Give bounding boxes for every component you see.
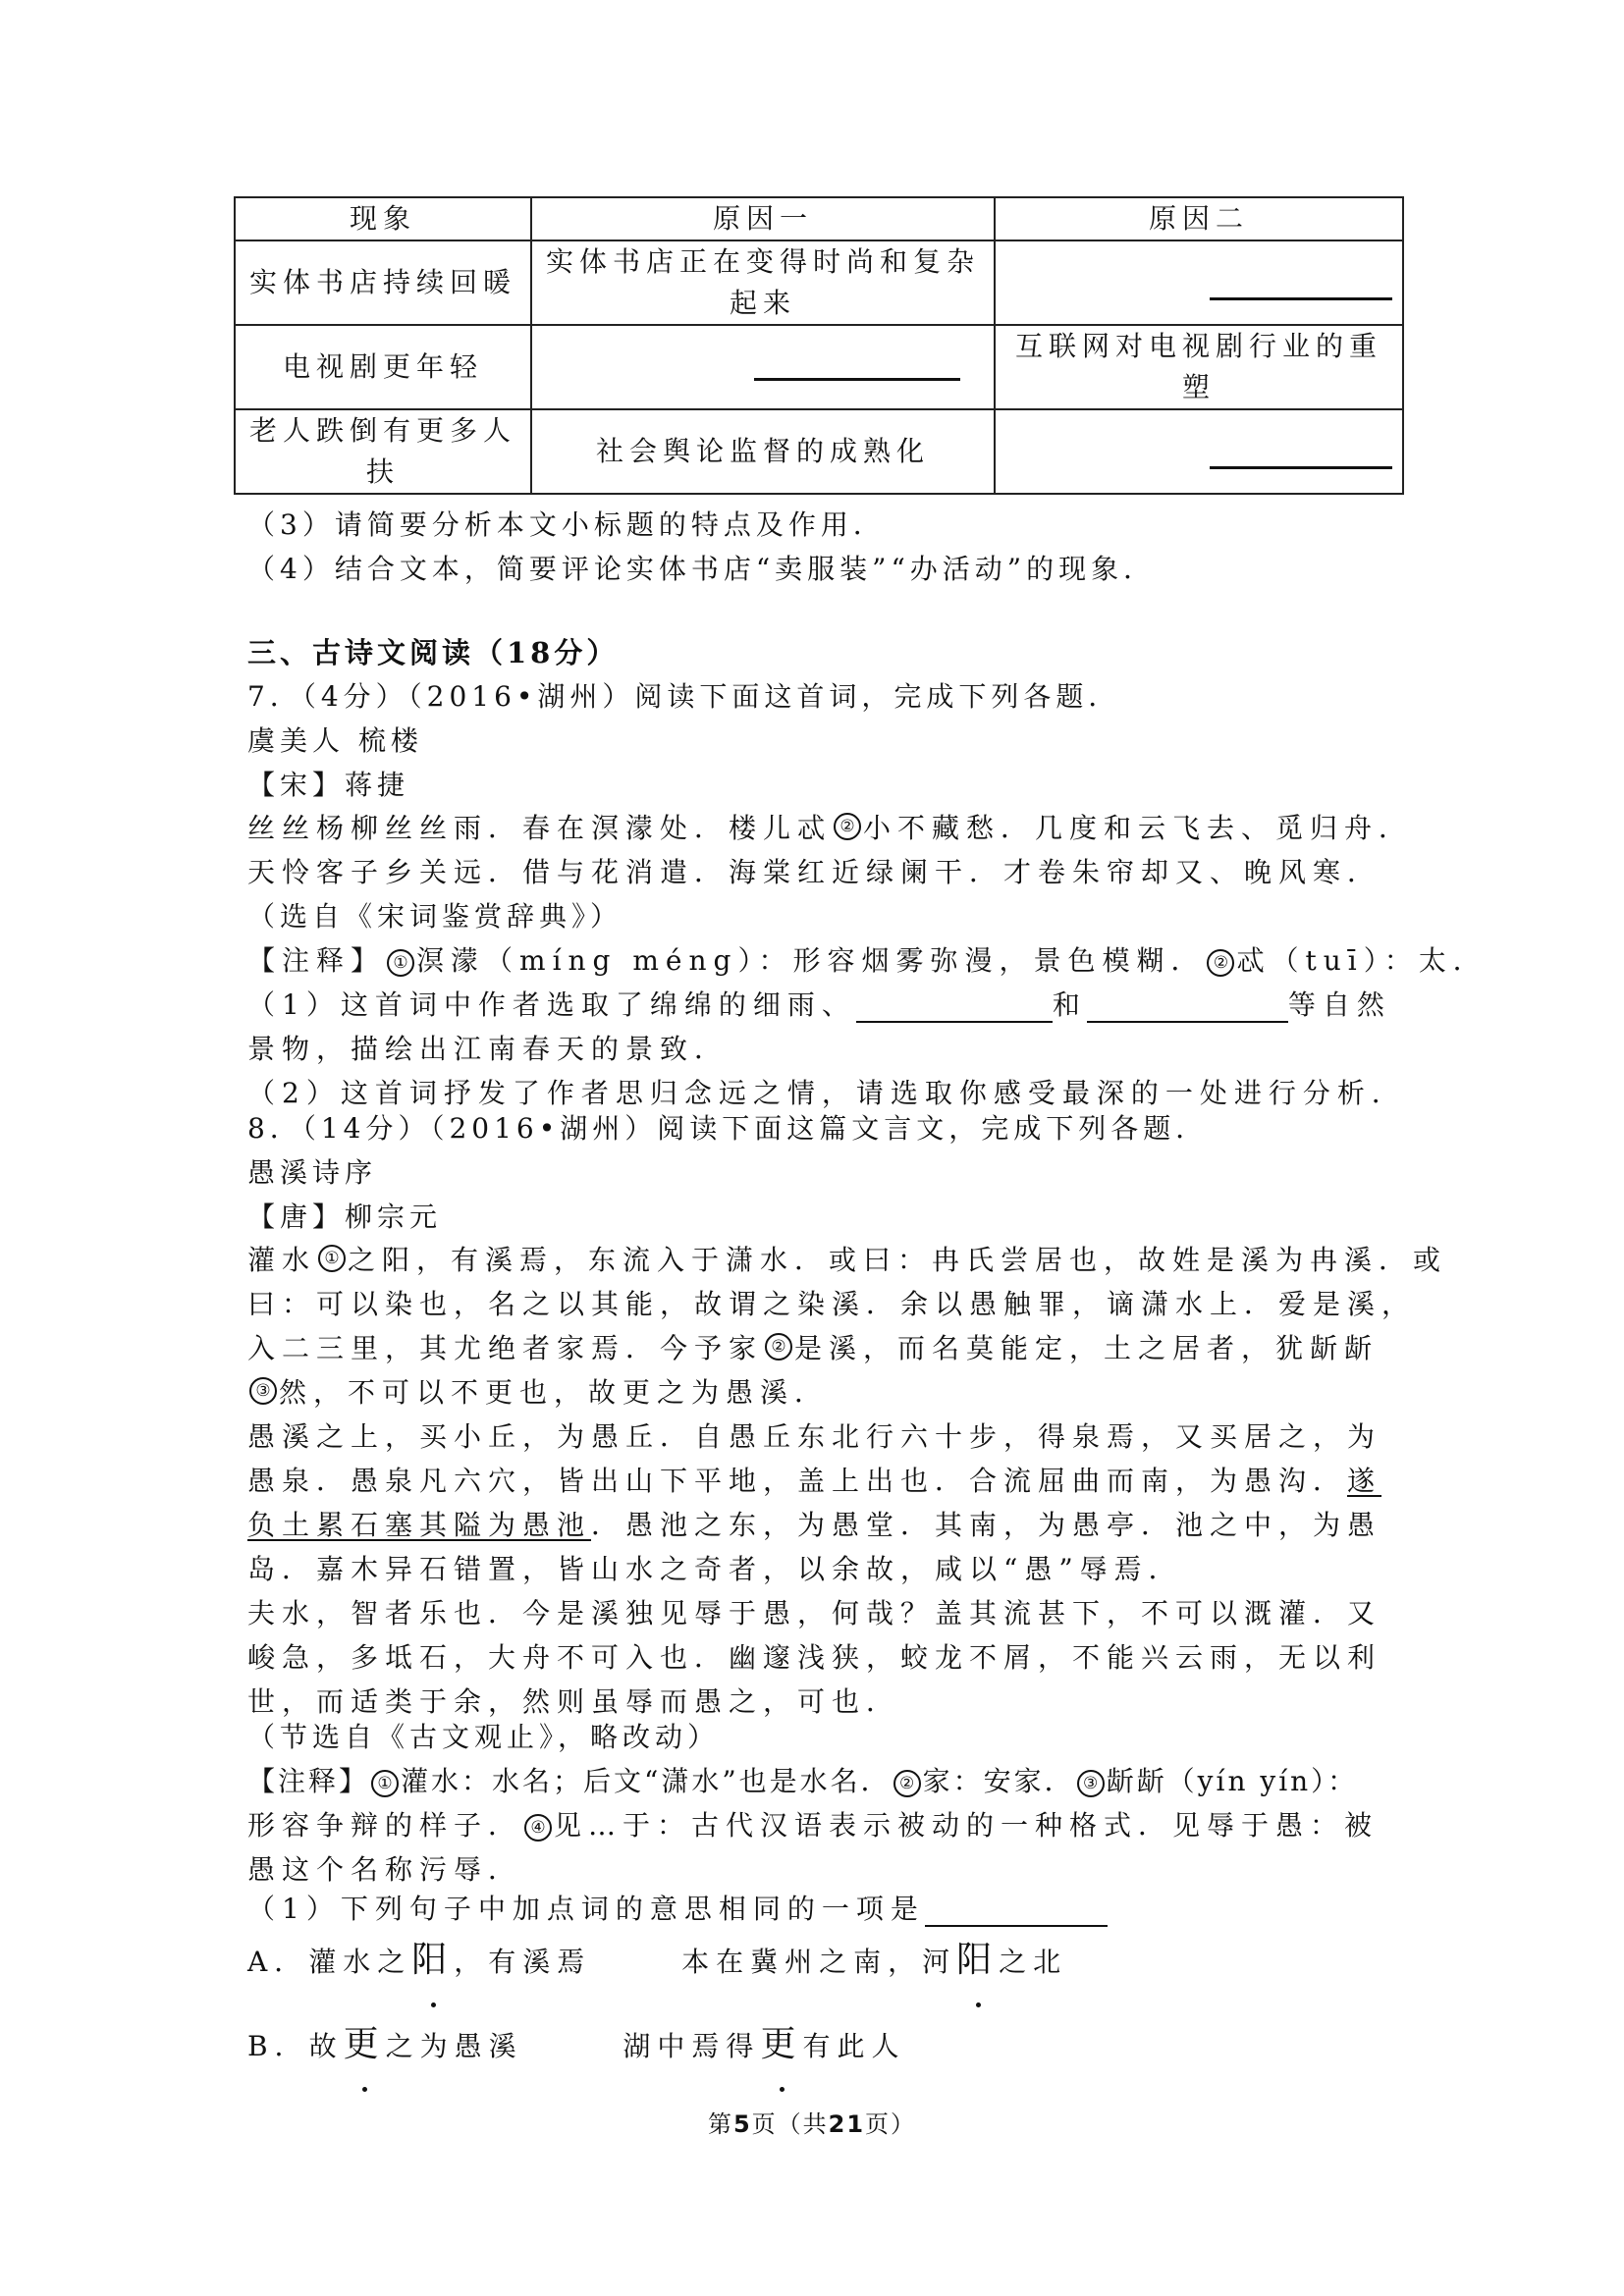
table-row	[235, 240, 1403, 325]
answer-blank-line	[754, 377, 960, 381]
prose-p1-line4	[247, 1371, 829, 1411]
note-marker: ②	[765, 1333, 792, 1361]
poem-line-2: 天怜客子乡关远．借与花消遣．海棠红近绿阑干．才卷朱帘却又、晚风寒．	[247, 856, 1382, 888]
answer-blank[interactable]	[1087, 991, 1288, 1023]
poem-line-1	[247, 807, 1413, 846]
poem-notes	[247, 939, 1488, 979]
table-cell: 电视剧更年轻	[235, 325, 531, 409]
prose-text: 愚泉．愚泉凡六穴，皆出山下平地，盖上出也．合流屈曲而南，为愚沟．	[247, 1465, 1348, 1497]
note-label: 【注释】	[247, 944, 386, 977]
q7-intro: 7．（4分）（2016•湖州）阅读下面这首词，完成下列各题．	[247, 680, 1121, 713]
prose-p2-line2	[247, 1460, 1381, 1499]
answer-blank-line	[1210, 296, 1392, 300]
q7-sub1	[247, 984, 1391, 1023]
note-text: 形容争辩的样子．	[247, 1809, 523, 1842]
note-marker: ②	[1207, 949, 1234, 977]
option-b[interactable]	[247, 2016, 905, 2066]
prose-p1-line2: 曰：可以染也，名之以其能，故谓之染溪．余以愚触罪，谪潇水上．爱是溪，	[247, 1288, 1417, 1320]
prose-source: （节选自《古文观止》，略改动）	[247, 1721, 721, 1753]
poem-text: 小不藏愁．几度和云飞去、觅归舟．	[863, 812, 1414, 844]
prose-notes-line3: 愚这个名称污辱．	[247, 1853, 523, 1886]
table-cell: 实体书店正在变得时尚和复杂起来	[531, 240, 995, 325]
prose-text: 灌水	[247, 1244, 317, 1276]
underlined-sentence: 负土累石塞其隘为愚池	[247, 1509, 592, 1541]
dotted-word: 更	[760, 2016, 802, 2066]
option-text: ，有溪焉	[454, 1946, 592, 1978]
option-text: 之北	[999, 1946, 1068, 1978]
table-header-cell: 原因一	[531, 197, 995, 240]
page-number: 5	[732, 2110, 752, 2138]
option-text: 湖中焉得	[623, 2030, 761, 2062]
prose-p2-line4: 岛．嘉木异石错置，皆山水之奇者，以余故，咸以“愚”辱焉．	[247, 1553, 1183, 1585]
page-total: 21	[828, 2110, 866, 2138]
note-text: 溟濛（míng méng）：形容烟雾弥漫，景色模糊．	[416, 944, 1206, 977]
question-text: （1）下列句子中加点词的意思相同的一项是	[247, 1893, 925, 1925]
note-marker: ③	[1077, 1770, 1105, 1797]
table-header-cell: 现象	[235, 197, 531, 240]
poem-source: （选自《宋词鉴赏辞典》）	[247, 900, 623, 933]
option-text: 本在冀州之南，河	[681, 1946, 957, 1978]
dotted-word: 阳	[956, 1932, 999, 1982]
table-header-row	[235, 197, 1403, 240]
table-cell: 社会舆论监督的成熟化	[531, 409, 995, 494]
answer-blank[interactable]	[925, 1896, 1108, 1927]
prose-p2-line3	[247, 1504, 1381, 1543]
section-title: 三、古诗文阅读（18分）	[247, 636, 620, 669]
option-text: 有此人	[802, 2030, 906, 2062]
prose-text: 入二三里，其尤绝者家焉．今予家	[247, 1332, 764, 1364]
dotted-word: 更	[344, 2016, 386, 2066]
option-a[interactable]	[247, 1932, 1067, 1982]
answer-blank-cell[interactable]	[995, 240, 1403, 325]
prose-p3-line3: 世，而适类于余，然则虽辱而愚之，可也．	[247, 1685, 901, 1718]
q7-sub1-cont: 景物，描绘出江南春天的景致．	[247, 1033, 730, 1065]
prose-notes-line1	[247, 1760, 1358, 1799]
note-marker: ②	[834, 813, 861, 840]
q8-sub1	[247, 1888, 1108, 1927]
table-cell: 互联网对电视剧行业的重塑	[995, 325, 1403, 409]
option-text: 之为愚溪	[385, 2030, 523, 2062]
prose-text: 是溪，而名莫能定，土之居者，犹龂龂	[794, 1332, 1380, 1364]
note-marker: ③	[249, 1377, 277, 1405]
poem-text: 丝丝杨柳丝丝雨．春在溟濛处．楼儿忒	[247, 812, 833, 844]
question-4: （4）结合文本，简要评论实体书店“卖服装”“办活动”的现象．	[247, 553, 1157, 585]
question-text: 等自然	[1287, 988, 1391, 1021]
note-text: 家：安家．	[922, 1765, 1075, 1797]
question-text: （1）这首词中作者选取了绵绵的细雨、	[247, 988, 856, 1021]
answer-blank-cell[interactable]	[995, 409, 1403, 494]
note-marker: ①	[387, 949, 414, 977]
note-marker: ②	[893, 1770, 921, 1797]
prose-text: ．愚池之东，为愚堂．其南，为愚亭．池之中，为愚	[591, 1509, 1382, 1541]
prose-p3-line2: 峻急，多坻石，大舟不可入也．幽邃浅狭，蛟龙不屑，不能兴云雨，无以利	[247, 1641, 1382, 1674]
table-row	[235, 325, 1403, 409]
prose-title: 愚溪诗序	[247, 1156, 378, 1189]
dotted-word: 阳	[411, 1932, 454, 1982]
underlined-sentence: 遂	[1347, 1465, 1382, 1497]
phenomenon-table	[234, 196, 1404, 495]
table-header-cell: 原因二	[995, 197, 1403, 240]
poem-title: 虞美人 梳楼	[247, 724, 423, 757]
note-marker: ①	[318, 1245, 346, 1272]
note-text: 见…于：古代汉语表示被动的一种格式．见辱于愚：被	[554, 1809, 1380, 1842]
q8-intro: 8．（14分）（2016•湖州）阅读下面这篇文言文，完成下列各题．	[247, 1112, 1209, 1145]
footer-text: 页）	[865, 2110, 917, 2138]
footer-text: 页（共	[751, 2110, 829, 2138]
option-text: B．故	[247, 2030, 344, 2062]
prose-p1-line1	[247, 1239, 1447, 1278]
prose-text: 然，不可以不更也，故更之为愚溪．	[279, 1376, 830, 1409]
prose-author: 【唐】柳宗元	[247, 1201, 443, 1233]
note-text: 龂龂（yín yín）：	[1106, 1765, 1359, 1797]
answer-blank-cell[interactable]	[531, 325, 995, 409]
prose-notes-line2	[247, 1804, 1379, 1843]
option-text: A．灌水之	[247, 1946, 412, 1978]
note-marker: ④	[524, 1814, 552, 1842]
table-row	[235, 409, 1403, 494]
answer-blank[interactable]	[856, 991, 1053, 1023]
page-footer	[0, 2105, 1624, 2139]
table-cell: 实体书店持续回暖	[235, 240, 531, 325]
note-text: 灌水：水名；后文“潇水”也是水名．	[401, 1765, 892, 1797]
poem-author: 【宋】蒋捷	[247, 769, 410, 801]
q7-sub2: （2）这首词抒发了作者思归念远之情，请选取你感受最深的一处进行分析．	[247, 1077, 1406, 1109]
note-marker: ①	[371, 1770, 399, 1797]
question-text: 和	[1052, 988, 1087, 1021]
prose-p1-line3	[247, 1327, 1379, 1366]
table-cell: 老人跌倒有更多人扶	[235, 409, 531, 494]
prose-p2-line1: 愚溪之上，买小丘，为愚丘．自愚丘东北行六十步，得泉焉，又买居之，为	[247, 1420, 1382, 1453]
prose-text: 之阳，有溪焉，东流入于潇水．或曰：冉氏尝居也，故姓是溪为冉溪．或	[348, 1244, 1448, 1276]
answer-blank-line	[1210, 465, 1392, 469]
note-label: 【注释】	[247, 1765, 370, 1797]
footer-text: 第	[707, 2110, 733, 2138]
note-text: 忒（tuī）：太．	[1236, 944, 1488, 977]
question-3: （3）请简要分析本文小标题的特点及作用．	[247, 508, 886, 541]
prose-p3-line1: 夫水，智者乐也．今是溪独见辱于愚，何哉？盖其流甚下，不可以溉灌．又	[247, 1597, 1382, 1629]
